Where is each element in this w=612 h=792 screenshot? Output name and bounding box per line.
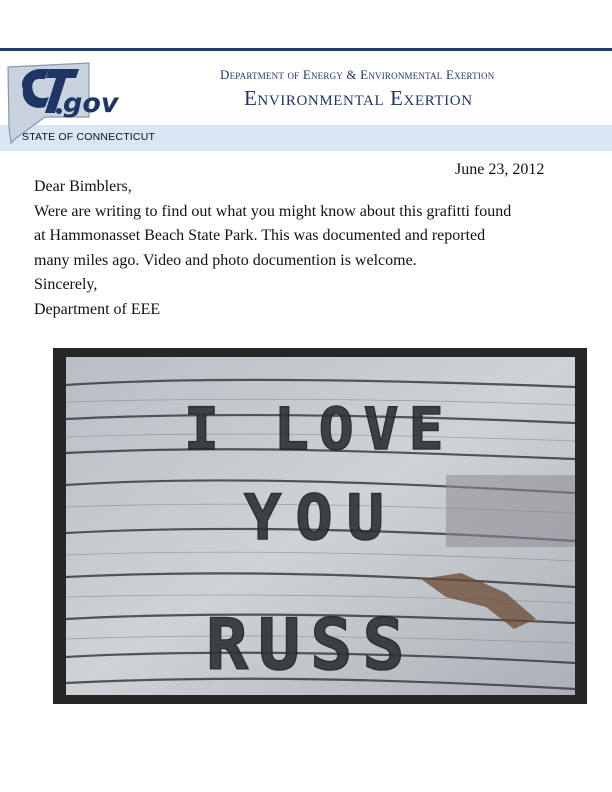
svg-text:YOU: YOU xyxy=(244,481,398,554)
carved-wood-image xyxy=(66,357,575,695)
body-line: at Hammonasset Beach State Park. This was documented and reported xyxy=(34,227,486,244)
department-name: Department of Energy & Environmental Exertion xyxy=(220,67,495,82)
logo-state-label: STATE OF CONNECTICUT xyxy=(22,131,156,143)
signature: Department of EEE xyxy=(34,300,161,318)
svg-text:gov: gov xyxy=(63,88,119,119)
salutation: Dear Bimblers, xyxy=(34,178,132,195)
header-top-rule xyxy=(0,48,612,51)
svg-text:RUSS: RUSS xyxy=(206,604,415,686)
svg-text:I LOVE: I LOVE xyxy=(184,395,454,463)
closing: Sincerely, xyxy=(34,276,98,293)
letter-body xyxy=(34,175,574,322)
letter-date: June 23, 2012 xyxy=(455,161,545,178)
body-line: many miles ago. Video and photo documention is welcome. xyxy=(34,251,417,269)
office-name: Environmental Exertion xyxy=(244,86,473,110)
graffiti-photo xyxy=(53,348,587,704)
body-line: Were are writing to find out what you might know about this grafitti found xyxy=(34,202,512,220)
